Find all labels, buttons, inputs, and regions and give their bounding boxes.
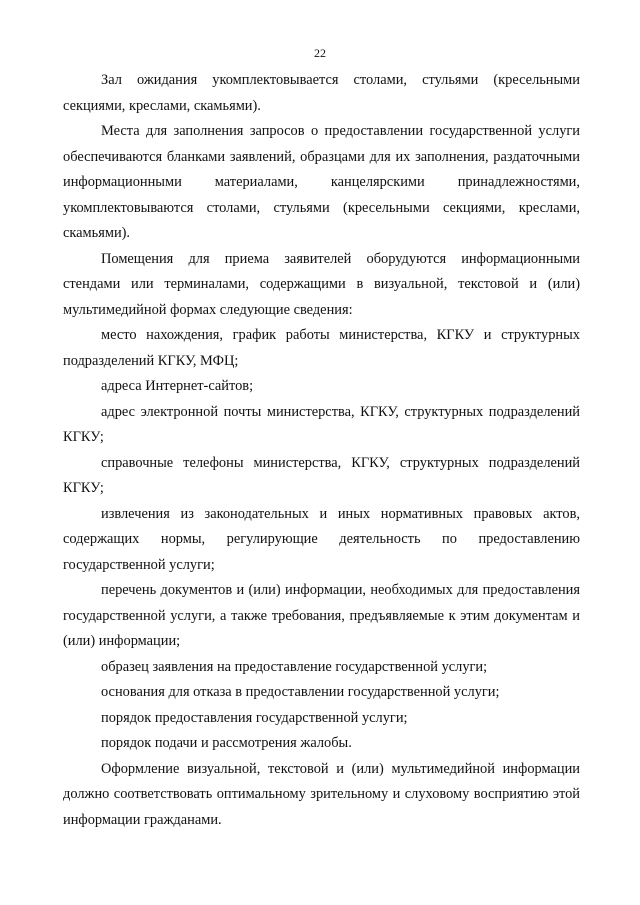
page-number: 22 <box>314 46 326 60</box>
paragraph-request-places: Места для заполнения запросов о предоставлении государственной услуги обеспечиваются бланками заявлений, образцами для их заполнения, раздаточными информационными материалами, канцелярскими принадлежностями, укомплектовываются столами, стульями (кресельными секциями, креслами, скамьями). <box>63 123 580 241</box>
list-item-documents-list: перечень документов и (или) информации, необходимых для предоставления государственной услуги, а также требования, предъявляемые к этим документам и (или) информации; <box>63 582 580 649</box>
list-item-location: место нахождения, график работы министерства, КГКУ и структурных подразделений КГКУ, МФЦ; <box>63 327 580 369</box>
paragraph-reception-rooms: Помещения для приема заявителей оборудуются информационными стендами или терминалами, содержащими в визуальной, текстовой и (или) мультимедийной формах следующие сведения: <box>63 250 580 318</box>
list-item-application-sample: образец заявления на предоставление государственной услуги; <box>101 658 488 675</box>
paragraph-waiting-hall: Зал ожидания укомплектовывается столами, стульями (кресельными секциями, креслами, скамьями). <box>63 72 580 114</box>
list-item-websites: адреса Интернет-сайтов; <box>101 378 254 394</box>
list-item-legal-extracts: извлечения из законодательных и иных нормативных правовых актов, содержащих нормы, регулирующие деятельность по предоставлению государственной услуги; <box>63 505 580 573</box>
list-item-email: адрес электронной почты министерства, КГКУ, структурных подразделений КГКУ; <box>63 403 580 445</box>
list-item-refusal-grounds: основания для отказа в предоставлении государственной услуги; <box>101 684 500 700</box>
list-item-phones: справочные телефоны министерства, КГКУ, структурных подразделений КГКУ; <box>63 454 580 496</box>
list-item-service-procedure: порядок предоставления государственной услуги; <box>101 709 408 726</box>
document-body <box>63 68 580 833</box>
list-item-complaints: порядок подачи и рассмотрения жалобы. <box>101 735 352 751</box>
paragraph-information-design: Оформление визуальной, текстовой и (или) мультимедийной информации должно соответствовать оптимальному зрительному и слуховому восприятию этой информации гражданами. <box>63 760 580 828</box>
